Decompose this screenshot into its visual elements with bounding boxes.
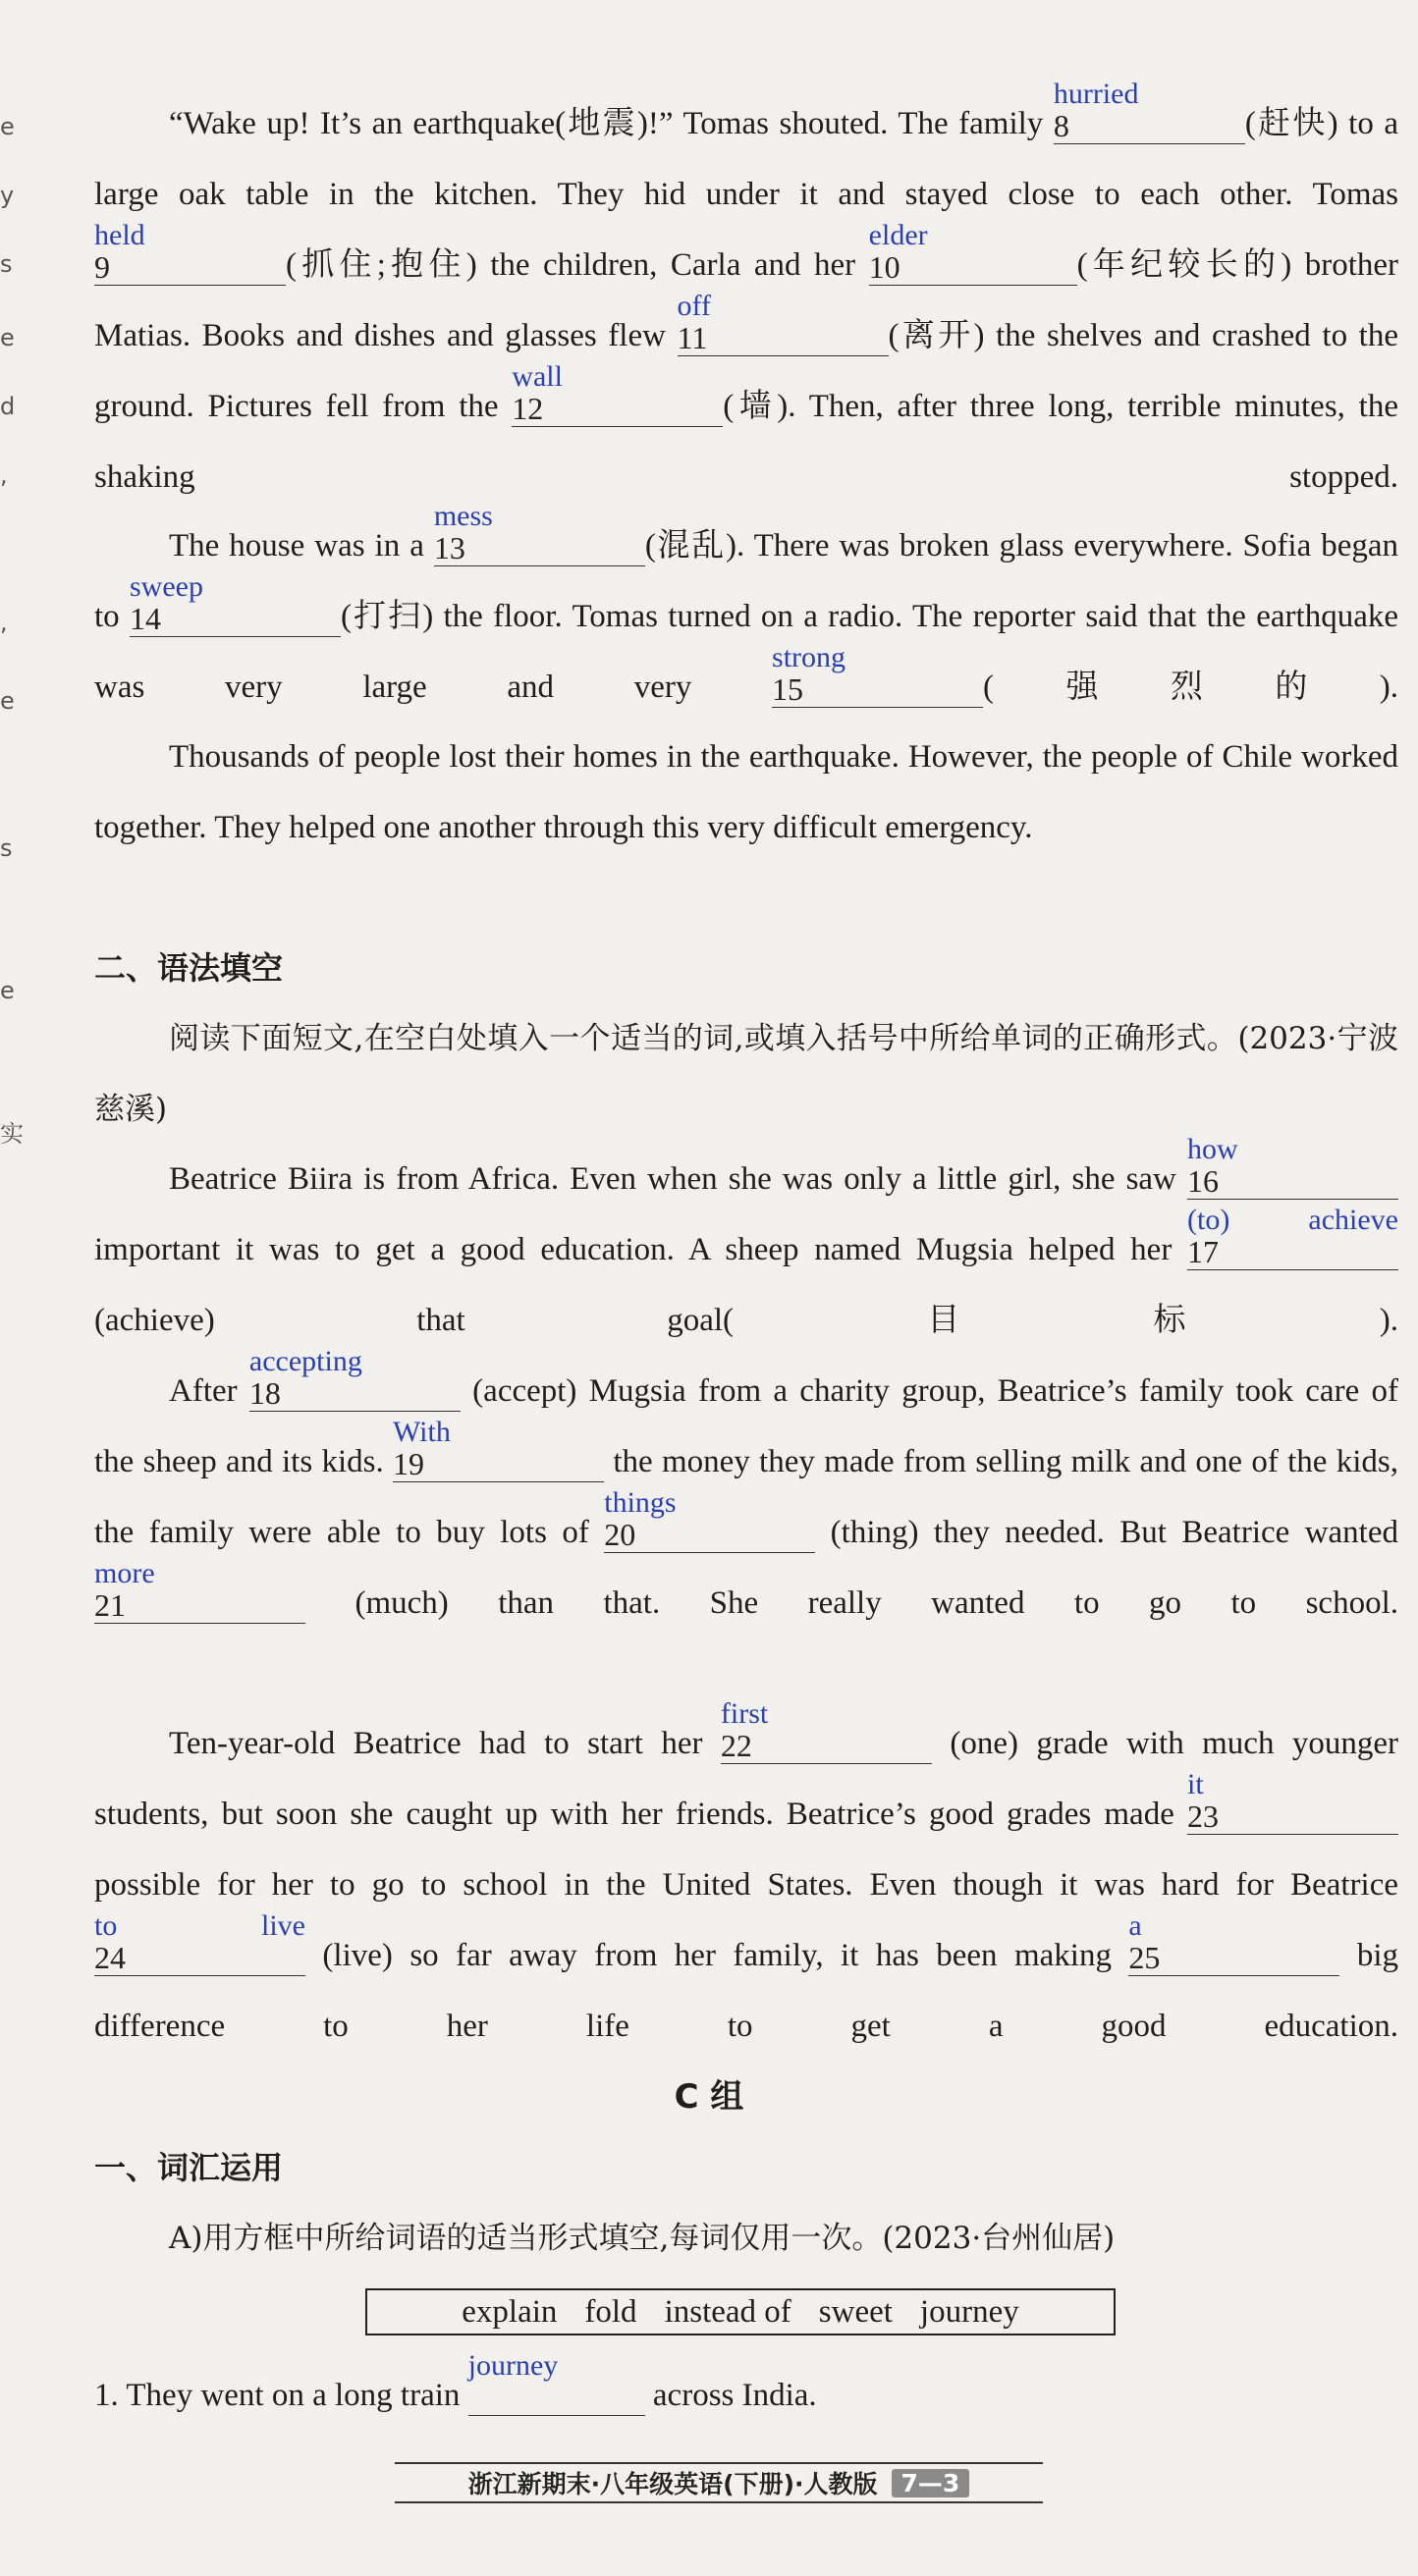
answer-15: strong (772, 641, 846, 673)
answer-18: accepting (248, 1345, 362, 1377)
section-heading-grammar: 二、语法填空 (94, 949, 284, 987)
passage2-paragraph1: Beatrice Biira is from Africa. Even when she was only a little girl, she saw 16 how important it was to get a good education. A sheep named Mugsia helped her 17 (to) achieve (achieve) that goal(目标). (94, 1144, 1398, 1356)
footer-title: 浙江新期末·八年级英语(下册)·人教版 (467, 2470, 878, 2498)
edge-mark: e (0, 324, 15, 351)
answer-24: to live (94, 1909, 305, 1942)
word-box-item: journey (919, 2293, 1019, 2330)
section-heading-vocabulary: 一、词汇运用 (94, 2149, 284, 2186)
word-box-item: fold (584, 2293, 637, 2330)
answer-9: held (94, 219, 145, 251)
answer-19: With (393, 1416, 451, 1448)
blank-22[interactable]: 22 first (721, 1724, 932, 1764)
word-box-item: explain (462, 2293, 558, 2330)
grammar-instruction: 阅读下面短文,在空白处填入一个适当的词,或填入括号中所给单词的正确形式。(2023·宁波慈溪) (94, 1021, 1398, 1127)
answer-20: things (604, 1486, 677, 1519)
answer-10: elder (868, 219, 928, 251)
answer-23: it (1187, 1768, 1204, 1800)
question-1: 1. They went on a long train journey across India. (94, 2360, 1398, 2431)
answer-25: a (1128, 1909, 1142, 1942)
edge-mark: s (0, 250, 13, 278)
edge-mark: s (0, 834, 13, 862)
edge-mark: , (0, 461, 8, 489)
passage1-paragraph3: Thousands of people lost their homes in the earthquake. However, the people of Chile worked together. They helped one another through this very difficult emergency. (94, 739, 1398, 845)
passage2-paragraph3: Ten-year-old Beatrice had to start her 22 first (one) grade with much younger students, but soon she caught up with her friends. Beatrice’s good grades made 23 it possible for her to go to school in the United States. Even though it was hard for Beatrice 24 to live (live) so far away from her family, it has been making 25 a big difference to her life to get a good education. (94, 1708, 1398, 2062)
blank-14[interactable]: 14 sweep (130, 597, 341, 637)
answer-22: first (720, 1697, 769, 1730)
blank-20[interactable]: 20 things (604, 1513, 815, 1553)
page-number: 7—3 (892, 2469, 970, 2497)
passage1-paragraph1: “Wake up! It’s an earthquake(地震)!” Tomas shouted. The family 8 hurried (赶快) to a large oak table in the kitchen. They hid under it and stayed close to each other. Tomas 9 held (抓住;抱住) the children, Carla and her 10 elder (年纪较长的) brother Matias. Books and dishes and glasses flew 11 off (离开) the shelves and crashed to the ground. Pictures fell from the 12 wall (墙). Then, after three long, terrible minutes, the shaking stopped. (94, 88, 1398, 512)
blank-11[interactable]: 11 off (678, 316, 889, 356)
edge-mark: d (0, 393, 16, 420)
edge-mark: , (0, 609, 8, 636)
edge-mark: e (0, 687, 15, 715)
answer-8: hurried (1053, 78, 1139, 110)
answer-12: wall (512, 360, 563, 393)
blank-25[interactable]: 25 a (1128, 1936, 1339, 1976)
edge-mark: y (0, 182, 15, 209)
blank-15[interactable]: 15 strong (772, 668, 983, 708)
answer-16: how (1187, 1133, 1238, 1165)
blank-21[interactable]: 21 more (94, 1583, 305, 1624)
edge-mark: 实 (0, 1120, 24, 1148)
answer-21: more (94, 1557, 155, 1589)
vocabulary-instruction-a: A)用方框中所给词语的适当形式填空,每词仅用一次。(2023·台州仙居) (169, 2221, 1116, 2256)
blank-19[interactable]: 19 With (393, 1442, 604, 1482)
word-box-item: sweet (818, 2293, 893, 2330)
blank-24[interactable]: 24 to live (94, 1936, 305, 1976)
word-box (365, 2288, 1116, 2335)
word-box-item: instead of (664, 2293, 791, 2330)
passage2-paragraph2: After 18 accepting (accept) Mugsia from a charity group, Beatrice’s family took care of the sheep and its kids. 19 With the money they made from selling milk and one of the kids, the family were able to buy lots of 20 things (thing) they needed. But Beatrice wanted 21 more (much) than that. She really wanted to go to school. (94, 1356, 1398, 1638)
blank-16[interactable]: 16 how (1187, 1159, 1398, 1200)
blank-8[interactable]: 8 hurried (1054, 104, 1245, 144)
blank-17[interactable]: 17 (to) achieve (1187, 1230, 1398, 1270)
blank-10[interactable]: 10 elder (869, 245, 1077, 286)
page-footer (395, 2462, 1043, 2503)
blank-18[interactable]: 18 accepting (249, 1371, 461, 1412)
group-c-title: C 组 (674, 2077, 744, 2117)
blank-23[interactable]: 23 it (1187, 1795, 1398, 1835)
blank-13[interactable]: 13 mess (434, 526, 645, 566)
answer-q1: journey (467, 2349, 559, 2382)
passage1-paragraph2: The house was in a 13 mess (混乱). There was broken glass everywhere. Sofia began to 14 sweep (打扫) the floor. Tomas turned on a radio. The reporter said that the earthquake was very large and very 15 strong (强烈的). (94, 510, 1398, 723)
answer-11: off (677, 290, 711, 322)
edge-mark: e (0, 113, 15, 140)
edge-mark: e (0, 977, 15, 1004)
answer-13: mess (433, 500, 493, 532)
blank-12[interactable]: 12 wall (512, 387, 723, 427)
answer-17: (to) achieve (1187, 1204, 1398, 1236)
blank-9[interactable]: 9 held (94, 245, 286, 286)
blank-q1[interactable] (467, 2349, 645, 2416)
answer-14: sweep (130, 570, 203, 603)
